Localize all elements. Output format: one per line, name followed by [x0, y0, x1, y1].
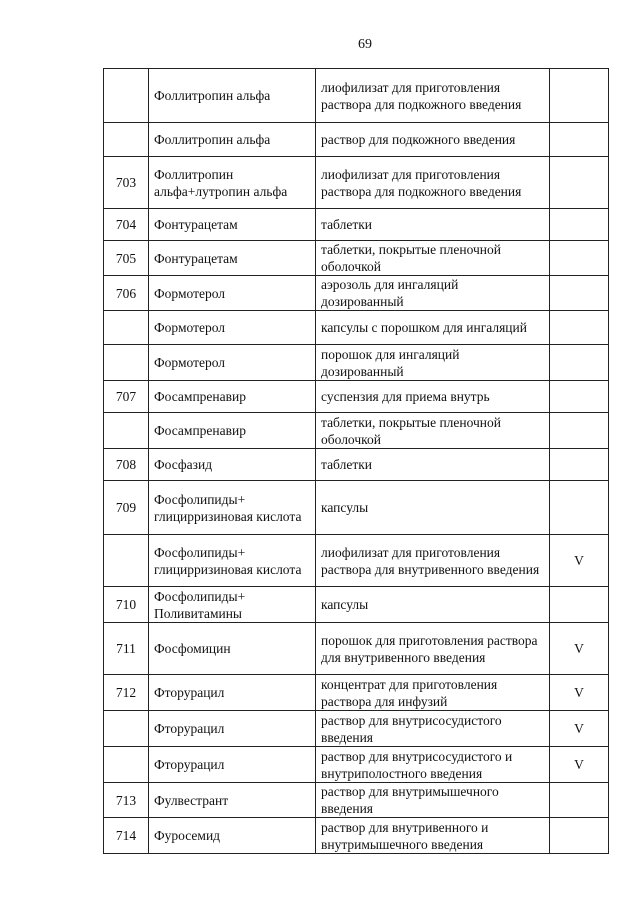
drug-name: Фосфолипиды+ Поливитамины — [149, 587, 316, 623]
v-mark — [550, 449, 609, 481]
drug-name: Фосфазид — [149, 449, 316, 481]
v-mark: V — [550, 623, 609, 675]
table-row — [104, 381, 609, 413]
dosage-form: таблетки, покрытые пленочной оболочкой — [316, 241, 550, 276]
v-mark — [550, 69, 609, 123]
row-number: 707 — [104, 381, 149, 413]
row-number: 709 — [104, 481, 149, 535]
table-row — [104, 481, 609, 535]
row-number: 706 — [104, 276, 149, 311]
row-number: 710 — [104, 587, 149, 623]
table-row — [104, 157, 609, 209]
drug-name: Фосфолипиды+ глицирризиновая кислота — [149, 535, 316, 587]
table-row — [104, 783, 609, 818]
table-row — [104, 747, 609, 783]
dosage-form: таблетки — [316, 209, 550, 241]
v-mark — [550, 209, 609, 241]
dosage-form: капсулы — [316, 587, 550, 623]
table-row — [104, 711, 609, 747]
v-mark — [550, 345, 609, 381]
dosage-form: порошок для приготовления раствора для внутривенного введения — [316, 623, 550, 675]
table-row — [104, 209, 609, 241]
dosage-form: капсулы — [316, 481, 550, 535]
v-mark — [550, 783, 609, 818]
row-number — [104, 311, 149, 345]
v-mark — [550, 818, 609, 854]
dosage-form: таблетки, покрытые пленочной оболочкой — [316, 413, 550, 449]
row-number: 713 — [104, 783, 149, 818]
table-row — [104, 818, 609, 854]
dosage-form: суспензия для приема внутрь — [316, 381, 550, 413]
table-row — [104, 69, 609, 123]
row-number: 714 — [104, 818, 149, 854]
row-number — [104, 535, 149, 587]
table-row — [104, 311, 609, 345]
drug-name: Фторурацил — [149, 675, 316, 711]
row-number — [104, 711, 149, 747]
dosage-form: раствор для внутрисосудистого введения — [316, 711, 550, 747]
row-number: 704 — [104, 209, 149, 241]
drug-name: Фосфомицин — [149, 623, 316, 675]
drug-name: Фосампренавир — [149, 381, 316, 413]
v-mark: V — [550, 711, 609, 747]
table-row — [104, 623, 609, 675]
table-row — [104, 449, 609, 481]
drug-name: Фосфолипиды+ глицирризиновая кислота — [149, 481, 316, 535]
dosage-form: раствор для подкожного введения — [316, 123, 550, 157]
v-mark: V — [550, 747, 609, 783]
dosage-form: аэрозоль для ингаляций дозированный — [316, 276, 550, 311]
dosage-form: лиофилизат для приготовления раствора для подкожного введения — [316, 157, 550, 209]
v-mark — [550, 241, 609, 276]
drug-table — [103, 68, 609, 854]
dosage-form: порошок для ингаляций дозированный — [316, 345, 550, 381]
v-mark — [550, 481, 609, 535]
v-mark — [550, 276, 609, 311]
dosage-form: лиофилизат для приготовления раствора для внутривенного введения — [316, 535, 550, 587]
table-row — [104, 345, 609, 381]
row-number: 712 — [104, 675, 149, 711]
table-row — [104, 123, 609, 157]
drug-name: Фторурацил — [149, 747, 316, 783]
dosage-form: раствор для внутримышечного введения — [316, 783, 550, 818]
table-row — [104, 413, 609, 449]
v-mark — [550, 587, 609, 623]
table-row — [104, 241, 609, 276]
row-number: 711 — [104, 623, 149, 675]
table-row — [104, 675, 609, 711]
v-mark — [550, 123, 609, 157]
dosage-form: капсулы с порошком для ингаляций — [316, 311, 550, 345]
dosage-form: лиофилизат для приготовления раствора для подкожного введения — [316, 69, 550, 123]
row-number: 708 — [104, 449, 149, 481]
row-number — [104, 69, 149, 123]
drug-name: Формотерол — [149, 311, 316, 345]
v-mark: V — [550, 675, 609, 711]
dosage-form: раствор для внутрисосудистого и внутриполостного введения — [316, 747, 550, 783]
dosage-form: раствор для внутривенного и внутримышечного введения — [316, 818, 550, 854]
drug-name: Фуросемид — [149, 818, 316, 854]
drug-name: Фоллитропин альфа — [149, 123, 316, 157]
drug-name: Фоллитропин альфа — [149, 69, 316, 123]
drug-name: Фонтурацетам — [149, 241, 316, 276]
v-mark — [550, 157, 609, 209]
v-mark — [550, 311, 609, 345]
row-number — [104, 413, 149, 449]
drug-name: Фторурацил — [149, 711, 316, 747]
table-row — [104, 535, 609, 587]
drug-name: Фосампренавир — [149, 413, 316, 449]
table-row — [104, 587, 609, 623]
row-number — [104, 345, 149, 381]
page-number: 69 — [358, 37, 372, 52]
row-number — [104, 123, 149, 157]
drug-name: Фонтурацетам — [149, 209, 316, 241]
row-number: 703 — [104, 157, 149, 209]
row-number: 705 — [104, 241, 149, 276]
dosage-form: концентрат для приготовления раствора для инфузий — [316, 675, 550, 711]
dosage-form: таблетки — [316, 449, 550, 481]
table-row — [104, 276, 609, 311]
drug-name: Фулвестрант — [149, 783, 316, 818]
v-mark — [550, 413, 609, 449]
v-mark — [550, 381, 609, 413]
v-mark: V — [550, 535, 609, 587]
drug-name: Формотерол — [149, 276, 316, 311]
row-number — [104, 747, 149, 783]
drug-name: Фоллитропин альфа+лутропин альфа — [149, 157, 316, 209]
drug-name: Формотерол — [149, 345, 316, 381]
